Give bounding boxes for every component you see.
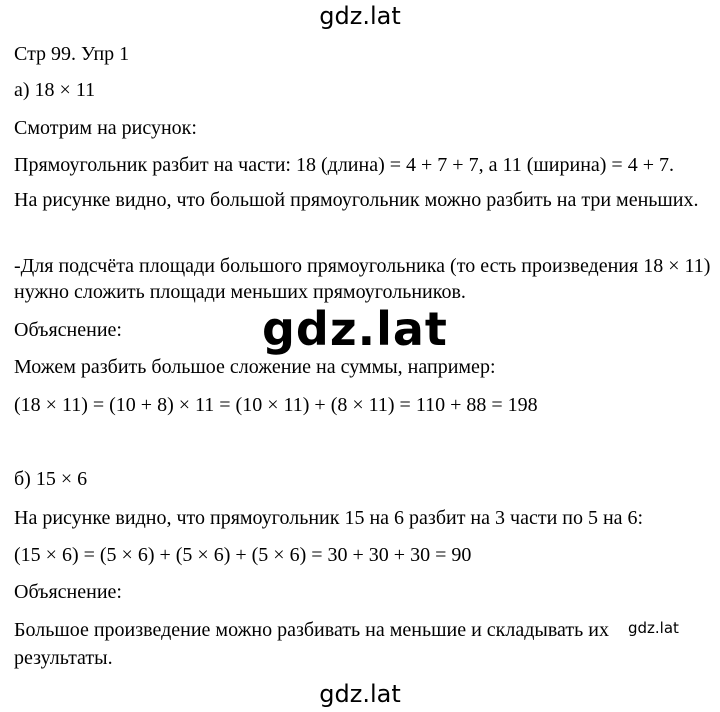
conclusion-line-1: Большое произведение можно разбивать на меньшие и складывать их xyxy=(14,619,609,641)
watermark-top: gdz.lat xyxy=(319,2,401,30)
part-b-label: б) 15 × 6 xyxy=(14,468,88,490)
exercise-heading: Стр 99. Упр 1 xyxy=(14,43,130,65)
watermark-inline: gdz.lat xyxy=(628,619,679,637)
formula-b: (15 × 6) = (5 × 6) + (5 × 6) + (5 × 6) = 30 + 30 + 30 = 90 xyxy=(14,544,472,566)
rectangle-split-text: Прямоугольник разбит на части: 18 (длина) = 4 + 7 + 7, а 11 (ширина) = 4 + 7. xyxy=(14,154,674,176)
three-smaller-text: На рисунке видно, что большой прямоугольник можно разбить на три меньших. xyxy=(14,189,699,211)
watermark-middle: gdz.lat xyxy=(262,302,448,356)
explanation-a-label: Объяснение: xyxy=(14,319,122,341)
area-sum-text: -Для подсчёта площади большого прямоугольника (то есть произведения 18 × 11) нужно сложить площади меньших прямоугольников. xyxy=(14,255,711,303)
conclusion-line-2: результаты. xyxy=(14,647,113,669)
look-at-figure-text: Смотрим на рисунок: xyxy=(14,117,197,139)
explanation-b-label: Объяснение: xyxy=(14,581,122,603)
can-split-text: Можем разбить большое сложение на суммы, например: xyxy=(14,356,496,378)
watermark-bottom: gdz.lat xyxy=(319,680,401,708)
part-a-label: а) 18 × 11 xyxy=(14,79,96,101)
rectangle-15-6-text: На рисунке видно, что прямоугольник 15 на 6 разбит на 3 части по 5 на 6: xyxy=(14,507,644,529)
formula-a: (18 × 11) = (10 + 8) × 11 = (10 × 11) + (8 × 11) = 110 + 88 = 198 xyxy=(14,394,538,416)
